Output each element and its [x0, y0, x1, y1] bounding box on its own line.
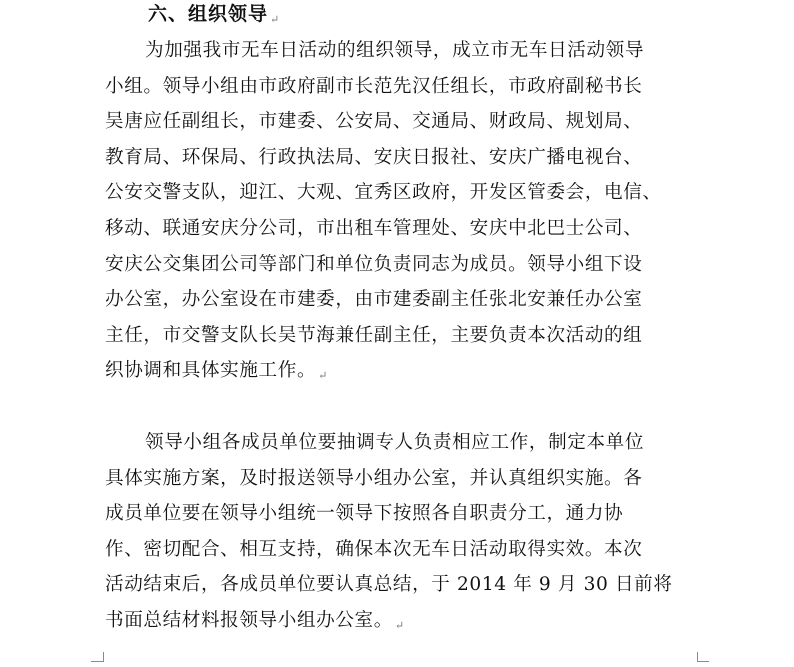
paragraph-mark-icon: ↵ — [394, 618, 405, 632]
paragraph-line: 具体实施方案，及时报送领导小组办公室，并认真组织实施。各 — [105, 467, 643, 489]
paragraph-mark-icon: ↵ — [270, 13, 281, 26]
paragraph-line: 教育局、环保局、行政执法局、安庆日报社、安庆广播电视台、 — [105, 146, 643, 168]
paragraph-line: 主任，市交警支队长吴节海兼任副主任，主要负责本次活动的组 — [105, 324, 643, 346]
paragraph-mark-icon: ↵ — [318, 369, 328, 383]
paragraph-line: 为加强我市无车日活动的组织领导，成立市无车日活动领导 — [145, 40, 645, 61]
paragraph-line: 办公室，办公室设在市建委，由市建委副主任张北安兼任办公室 — [105, 289, 643, 311]
paragraph-line: 公安交警支队，迎江、大观、宜秀区政府，开发区管委会，电信、 — [105, 182, 662, 204]
section-heading — [148, 2, 280, 32]
section-heading-text: 六、组织领导 — [148, 3, 269, 25]
paragraph-line-text: 织协调和具体实施工作。 — [105, 360, 317, 382]
paragraph-line: 作、密切配合、相互支持，确保本次无车日活动取得实效。本次 — [105, 538, 643, 560]
paragraph-line-last — [105, 353, 695, 394]
paragraph-line: 领导小组各成员单位要抽调专人负责相应工作，制定本单位 — [145, 432, 645, 453]
margin-corner-mark — [103, 652, 104, 662]
paragraph-line-last — [105, 603, 695, 644]
margin-corner-mark — [697, 661, 709, 662]
paragraph-organization — [105, 33, 695, 394]
margin-corner-mark — [91, 661, 103, 662]
paragraph-line: 小组。领导小组由市政府副市长范先汉任组长，市政府副秘书长 — [105, 75, 643, 97]
paragraph-line: 活动结束后，各成员单位要认真总结，于 2014 年 9 月 30 日前将 — [105, 574, 673, 596]
paragraph-line: 吴唐应任副组长，市建委、公安局、交通局、财政局、规划局、 — [105, 111, 643, 133]
paragraph-responsibilities — [105, 425, 695, 644]
paragraph-line-text: 书面总结材料报领导小组办公室。 — [105, 609, 393, 631]
paragraph-line: 成员单位要在领导小组统一领导下按照各自职责分工，通力协 — [105, 503, 624, 525]
paragraph-line: 移动、联通安庆分公司，市出租车管理处、安庆中北巴士公司、 — [105, 217, 643, 239]
paragraph-line: 安庆公交集团公司等部门和单位负责同志为成员。领导小组下设 — [105, 253, 643, 275]
